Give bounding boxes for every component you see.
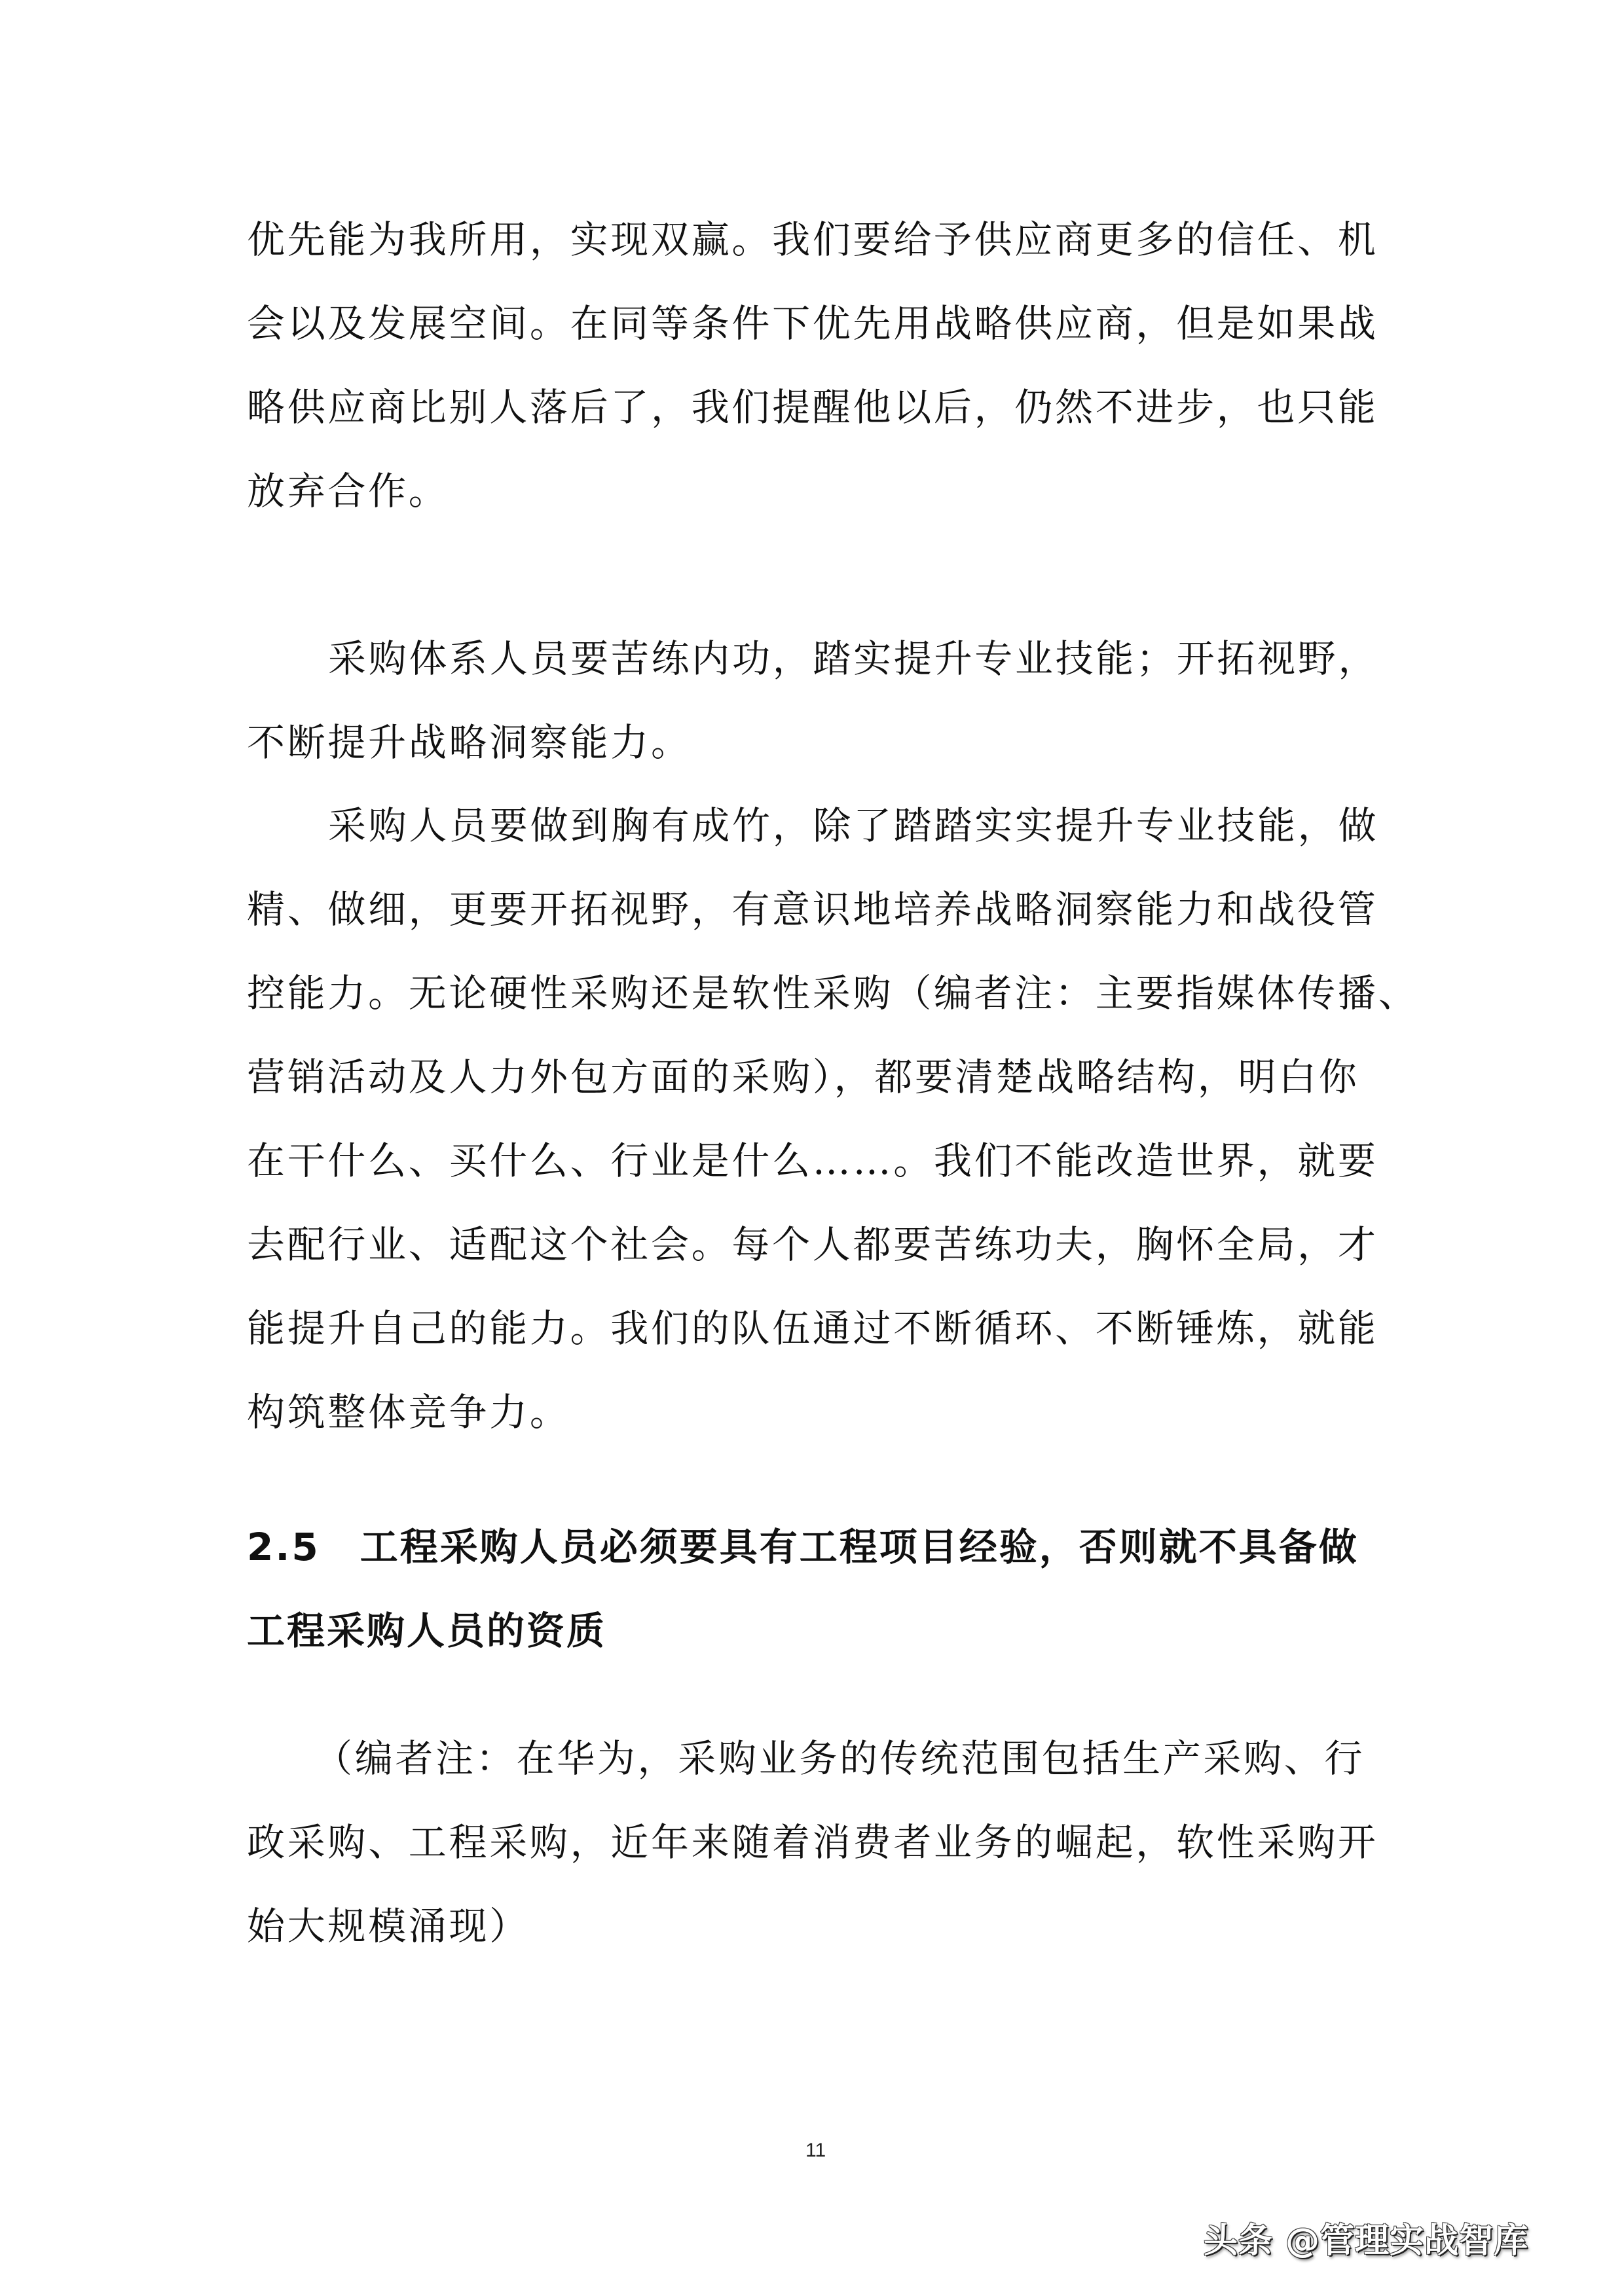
page-number: 11 [805, 2140, 826, 2161]
heading-line: 2.5 工程采购人员必须要具有工程项目经验，否则就不具备做 [247, 1525, 1359, 1569]
text-line: 政采购、工程采购，近年来随着消费者业务的崛起，软性采购开 [247, 1820, 1378, 1865]
text-line: 会以及发展空间。在同等条件下优先用战略供应商，但是如果战 [247, 301, 1378, 346]
text-line: 营销活动及人力外包方面的采购），都要清楚战略结构，明白你 [247, 1055, 1359, 1099]
text-line: 放弃合作。 [247, 469, 449, 513]
text-line: 去配行业、适配这个社会。每个人都要苦练功夫，胸怀全局，才 [247, 1222, 1378, 1267]
text-line: 不断提升战略洞察能力。 [247, 720, 692, 765]
text-line: 始大规模涌现） [247, 1904, 530, 1948]
text-line: 在干什么、买什么、行业是什么……。我们不能改造世界，就要 [247, 1139, 1378, 1183]
text-line: （编者注：在华为，采购业务的传统范围包括生产采购、行 [314, 1736, 1365, 1781]
text-line: 略供应商比别人落后了，我们提醒他以后，仍然不进步，也只能 [247, 385, 1378, 429]
text-line: 精、做细，更要开拓视野，有意识地培养战略洞察能力和战役管 [247, 887, 1378, 932]
heading-line: 工程采购人员的资质 [247, 1609, 607, 1653]
text-line: 控能力。无论硬性采购还是软性采购（编者注：主要指媒体传播、 [247, 971, 1419, 1015]
text-line: 构筑整体竞争力。 [247, 1390, 570, 1434]
text-line: 采购人员要做到胸有成竹，除了踏踏实实提升专业技能，做 [328, 803, 1379, 848]
text-line: 优先能为我所用，实现双赢。我们要给予供应商更多的信任、机 [247, 217, 1378, 262]
watermark: 头条 @管理实战智库 [1204, 2221, 1529, 2261]
text-line: 能提升自己的能力。我们的队伍通过不断循环、不断锤炼，就能 [247, 1306, 1378, 1351]
text-line: 采购体系人员要苦练内功，踏实提升专业技能；开拓视野， [328, 636, 1379, 681]
